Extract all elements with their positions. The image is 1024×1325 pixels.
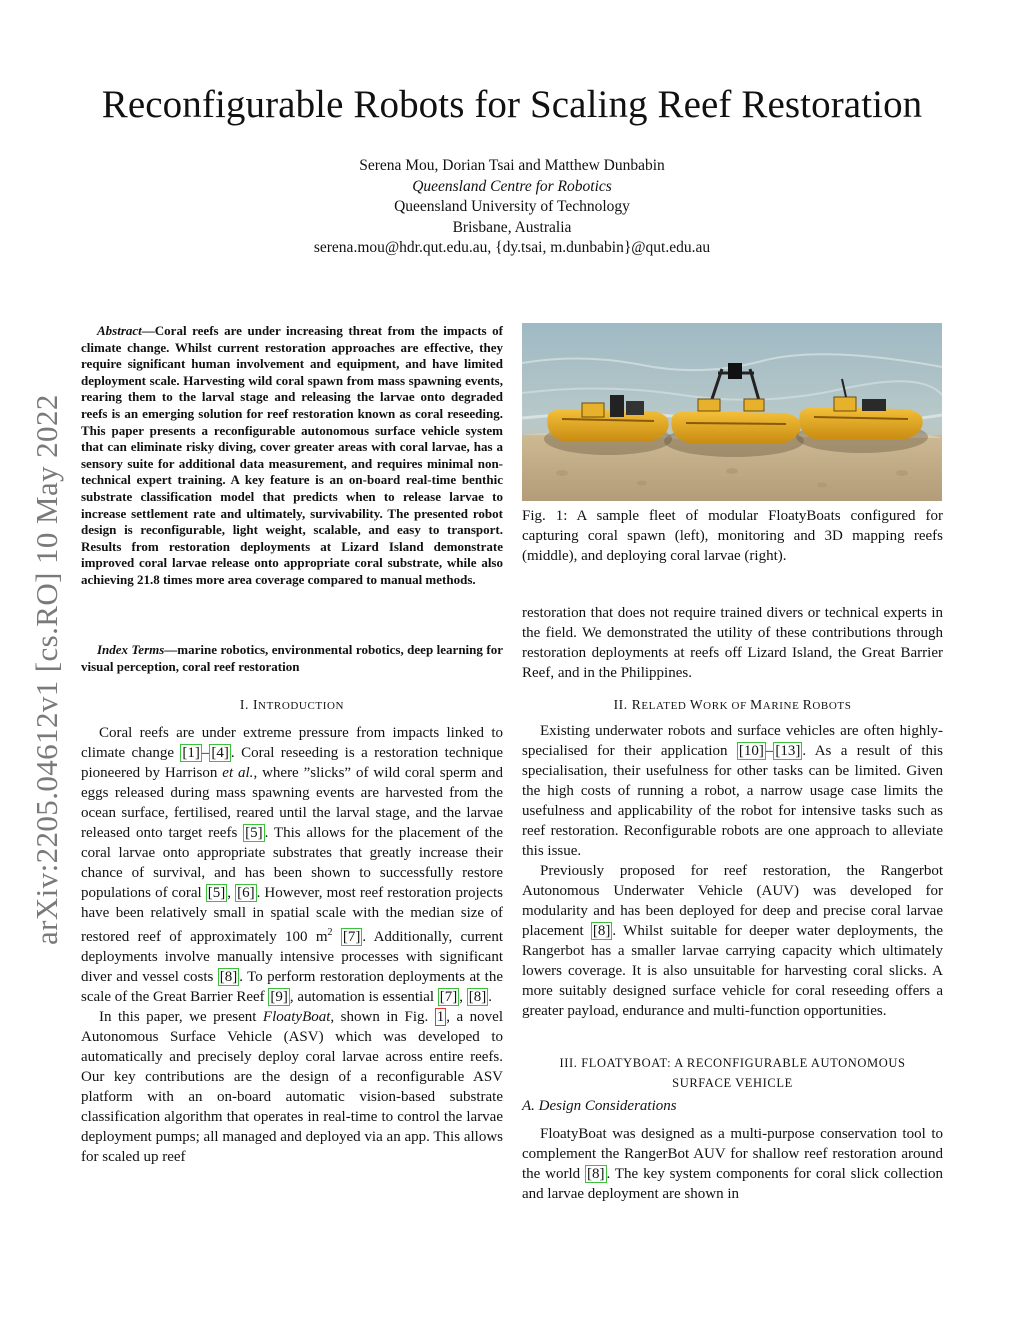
paper-title: Reconfigurable Robots for Scaling Reef Restoration <box>101 83 923 126</box>
figure-link[interactable]: 1 <box>436 1009 445 1025</box>
citation-link[interactable]: [8] <box>592 923 611 939</box>
index-terms <box>81 642 503 675</box>
design-paragraph-1: FloatyBoat was designed as a multi-purpose conservation tool to complement the RangerBot AUV for shallow reef restoration around the world [8] . The key system components for coral slick collection and larvae deployment are shown in <box>522 1126 943 1202</box>
figure-1-caption: Fig. 1: A sample fleet of modular FloatyBoats configured for capturing coral spawn (left), monitoring and 3D mapping reefs (middle), and deploying coral larvae (right). <box>522 508 943 564</box>
citation-link[interactable]: [5] <box>245 825 263 841</box>
figure-1-photo <box>522 323 942 501</box>
subsection-heading-design: A. Design Considerations <box>522 1098 677 1114</box>
citation-link[interactable]: [9] <box>270 989 288 1005</box>
citation-link[interactable]: [8] <box>219 969 238 985</box>
citation-link[interactable]: [10] <box>738 743 764 759</box>
author-block <box>0 156 1024 259</box>
author-affiliation: Queensland Centre for Robotics <box>412 177 612 195</box>
design-body <box>522 1124 943 1204</box>
citation-link[interactable]: [1] <box>182 745 200 761</box>
abstract <box>81 323 503 589</box>
index-terms-text: —marine robotics, environmental robotics, deep learning for visual perception, coral reef restoration <box>81 642 503 674</box>
arxiv-id: arXiv:2205.04612v1 [cs.RO] 10 May 2022 <box>29 394 64 945</box>
index-terms-label: Index Terms <box>97 642 165 657</box>
related-paragraph-1: Existing underwater robots and surface vehicles are often highly-specialised for their application [10] – [13] . As a result of this specialisation, their usefulness for other tasks can be limited. Given the high costs of running a robot, a narrow usage case limits the usefulness and applicability of the robot for intensive tasks such as reef restoration. Reconfigurable robots are one approach to alleviate this issue. <box>522 723 943 859</box>
author-emails: serena.mou@hdr.qut.edu.au, {dy.tsai, m.dunbabin}@qut.edu.au <box>313 239 711 256</box>
author-university: Queensland University of Technology <box>394 198 630 215</box>
related-work-body <box>522 721 943 1021</box>
introduction-body <box>81 723 503 1167</box>
intro-continuation <box>522 603 943 683</box>
citation-link[interactable]: [8] <box>587 1166 605 1182</box>
citation-link[interactable]: [5] <box>207 885 226 901</box>
related-paragraph-2: Previously proposed for reef restoration, the Rangerbot Autonomous Underwater Vehicle (AUV) was developed for modularity and has been deployed for deep and precise coral larvae placement [8] . Whilst suitable for deeper water deployments, the Rangerbot has a smaller larvae carrying capacity which ultimately lowers coverage. It is also unsuitable for harvesting coral slicks. A more suitably designed surface vehicle for coral reseeding offers a greater payload, endurance and multi-function opportunities. <box>522 863 943 1019</box>
citation-link[interactable]: [13] <box>775 743 801 759</box>
section-heading-introduction: I. INTRODUCTION <box>239 697 345 712</box>
abstract-text: —Coral reefs are under increasing threat from the impacts of climate change. Whilst current restoration approaches are effective, they require significant human involvement and equipment, and have limited deployment scale. Harvesting wild coral spawn from mass spawning events, rearing them to the larval stage and releasing the larvae onto degraded reefs is an emerging solution for reef restoration known as coral reseeding. This paper presents a reconfigurable autonomous surface vehicle system that can eliminate risky diving, cover greater areas with coral larvae, has a sensory suite for additional data measurement, and requires minimal non-technical expert training. A key feature is an on-board real-time benthic substrate classification model that predicts when to release larvae to increase settlement rate and ultimately, survivability. The presented robot design is reconfigurable, light weight, scalable, and easy to transport. Results from restoration deployments at Lizard Island demonstrate improved coral larvae release onto appropriate coral substrate, while also achieving 21.8 times more area coverage compared to manual methods. <box>81 323 503 587</box>
citation-link[interactable]: [7] <box>439 989 458 1005</box>
intro-paragraph-1: Coral reefs are under extreme pressure from impacts linked to climate change [1] – [4] . Coral reseeding is a restoration technique pioneered by Harrison et al., where ”slicks” of wild coral sperm and eggs released during mass spawning events are harvested from the ocean surface, fertilised, reared until the larval stage, and the larvae released onto target reefs [5] . This allows for the placement of the coral larvae onto appropriate substrates that greatly increase their chance of survival, and has been shown to successfully restore populations of coral [5] , [6] . However, most reef restoration projects have been relatively small in spatial scale with the median size of restored reef of approximately 100 $m^2$ [7] . Additionally, current deployments involve manually intensive processes with significant diver and vessel costs [8] . To perform restoration deployments at the scale of the Great Barrier Reef [9] , automation is essential [7] , [8] . <box>81 725 504 1005</box>
citation-link[interactable]: [7] <box>342 929 361 945</box>
arxiv-watermark <box>30 345 64 945</box>
citation-link[interactable]: [6] <box>237 885 255 901</box>
citation-link[interactable]: [8] <box>468 989 487 1005</box>
intro-paragraph-3: restoration that does not require trained divers or technical experts in the field. We demonstrated the utility of these contributions through restoration deployments at reefs off Lizard Island, the Great Barrier Reef, and in the Philippines. <box>522 605 943 681</box>
section-heading-floatyboat: III. FLOATYBOAT: A RECONFIGURABLE AUTONOMOUS SURFACE VEHICLE <box>559 1056 906 1090</box>
abstract-label: Abstract <box>97 323 142 338</box>
section-heading-related-work: II. RELATED WORK OF MARINE ROBOTS <box>613 697 852 712</box>
author-location: Brisbane, Australia <box>452 218 572 236</box>
intro-paragraph-2: In this paper, we present FloatyBoat, shown in Fig. 1 , a novel Autonomous Surface Vehicle (ASV) which was developed to automatically and precisely deploy coral larvae across entire reefs. Our key contributions are the design of a reconfigurable ASV platform with an on-board automatic vision-based substrate classification algorithm that operates in real-time to control the larvae deployment pumps; all managed and deployed via an app. This allows for scaled up reef <box>81 1009 503 1165</box>
citation-link[interactable]: [4] <box>211 745 229 761</box>
author-names: Serena Mou, Dorian Tsai and Matthew Dunbabin <box>359 157 665 174</box>
